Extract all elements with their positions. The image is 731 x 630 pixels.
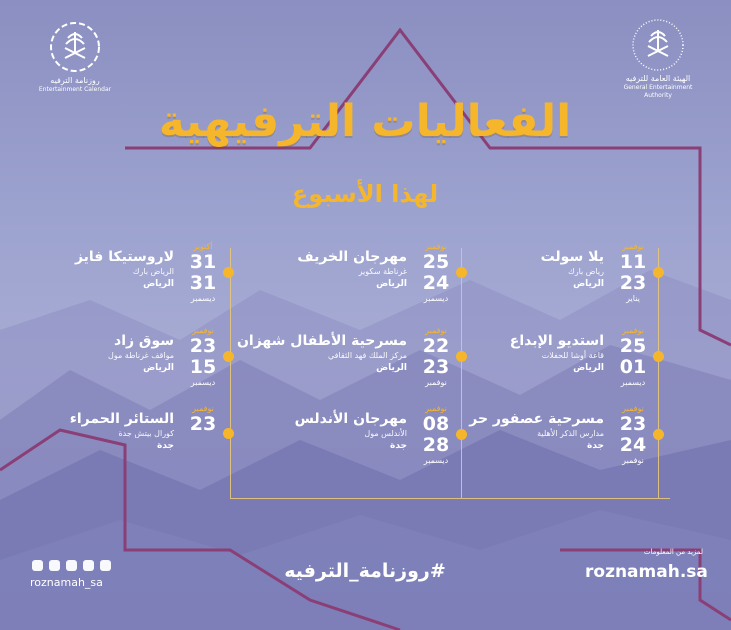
start-day: 23 (189, 335, 217, 357)
end-month: يناير (626, 294, 640, 303)
event-city: جدة (157, 441, 174, 451)
event-dates (415, 242, 457, 304)
end-month: نوفمبر (425, 378, 447, 387)
event-title: يلا سولت (540, 249, 604, 265)
end-day: 23 (422, 356, 450, 378)
social-icons (32, 560, 111, 571)
timeline-dot (456, 429, 467, 440)
start-day: 11 (619, 251, 647, 273)
website-link[interactable]: roznamah.sa (585, 562, 708, 582)
event-card[interactable] (444, 242, 664, 308)
event-card[interactable] (14, 404, 234, 470)
end-month: ديسمبر (190, 294, 216, 303)
event-info (444, 410, 604, 453)
facebook-icon[interactable] (66, 560, 77, 571)
start-month: نوفمبر (622, 404, 644, 413)
event-venue: مركز الملك فهد الثقافي (328, 351, 407, 360)
start-month: نوفمبر (622, 242, 644, 251)
start-month: نوفمبر (425, 404, 447, 413)
end-day: 31 (189, 272, 217, 294)
hashtag: #روزنامة_الترفيه (284, 560, 446, 582)
event-venue: رياض بارك (568, 267, 604, 276)
timeline-dot (456, 351, 467, 362)
event-city: الرياض (376, 363, 407, 373)
event-info (247, 248, 407, 291)
twitter-icon[interactable] (49, 560, 60, 571)
timeline-baseline (230, 498, 670, 499)
start-day: 22 (422, 335, 450, 357)
end-month (182, 435, 224, 445)
event-card[interactable] (247, 242, 467, 308)
start-day: 23 (619, 413, 647, 435)
start-day: 25 (619, 335, 647, 357)
end-month: ديسمبر (620, 378, 646, 387)
start-day: 08 (422, 413, 450, 435)
event-title: مسرحية الأطفال شهزان (236, 333, 407, 349)
event-venue: قاعة أوشا للحفلات (541, 351, 604, 360)
event-info (444, 332, 604, 375)
event-venue: غرناطة سكوير (358, 267, 407, 276)
page-subtitle: لهذا الأسبوع (291, 180, 439, 208)
event-dates (415, 326, 457, 388)
end-day: 24 (422, 272, 450, 294)
event-card[interactable] (236, 326, 467, 392)
event-info (247, 410, 407, 453)
event-dates (182, 242, 224, 304)
event-venue: مواقف غرناطة مول (108, 351, 174, 360)
start-month: نوفمبر (425, 326, 447, 335)
end-day: 24 (619, 434, 647, 456)
event-dates (612, 326, 654, 388)
event-card[interactable] (444, 326, 664, 392)
event-dates (182, 404, 224, 445)
event-venue: كورال بيتش جدة (118, 429, 174, 438)
timeline-dot (223, 267, 234, 278)
event-info (14, 410, 174, 453)
event-title: مهرجان الأندلس (294, 411, 407, 427)
event-info (14, 332, 174, 375)
logo-right-arabic-name: الهيئة العامة للترفيه (625, 74, 691, 83)
event-card[interactable] (14, 242, 234, 308)
event-info (236, 332, 407, 375)
youtube-icon[interactable] (83, 560, 94, 571)
event-city: جدة (587, 441, 604, 451)
timeline-dot (653, 429, 664, 440)
event-info (14, 248, 174, 291)
timeline-dot (223, 428, 234, 439)
start-month: أكتوبر (193, 242, 213, 251)
event-title: لاروستيكا فايز (74, 249, 174, 265)
event-title: الستائر الحمراء (69, 411, 174, 427)
page-title: الفعاليات الترفيهية (158, 96, 572, 147)
end-month: ديسمبر (423, 294, 449, 303)
event-title: مسرحية عصفور حر (469, 411, 604, 427)
timeline-dot (653, 351, 664, 362)
start-month: نوفمبر (192, 326, 214, 335)
event-dates (612, 242, 654, 304)
end-month: ديسمبر (423, 456, 449, 465)
start-day: 31 (189, 251, 217, 273)
start-day: 25 (422, 251, 450, 273)
timeline-dot (653, 267, 664, 278)
event-venue: الأندلس مول (364, 429, 407, 438)
event-city: الرياض (376, 279, 407, 289)
event-city: الرياض (143, 363, 174, 373)
event-venue: مدارس الذكر الأهلية (537, 429, 604, 438)
palm-swords-emblem-icon (48, 20, 102, 74)
instagram-icon[interactable] (100, 560, 111, 571)
event-dates (415, 404, 457, 466)
event-title: استديو الإبداع (509, 333, 604, 349)
event-info (444, 248, 604, 291)
end-day: 23 (619, 272, 647, 294)
start-day: 23 (189, 413, 217, 435)
logo-right-english-name: General Entertainment Authority (623, 84, 693, 99)
entertainment-calendar-logo (30, 20, 120, 94)
event-card[interactable] (247, 404, 467, 470)
event-city: جدة (390, 441, 407, 451)
event-dates (612, 404, 654, 466)
snapchat-icon[interactable] (32, 560, 43, 571)
more-info-label: لمزيد من المعلومات (643, 548, 703, 556)
event-city: الرياض (143, 279, 174, 289)
timeline-dot (456, 267, 467, 278)
end-month: نوفمبر (622, 456, 644, 465)
general-entertainment-authority-logo (612, 18, 704, 100)
end-day: 01 (619, 356, 647, 378)
start-month: نوفمبر (425, 242, 447, 251)
event-city: الرياض (573, 279, 604, 289)
timeline-dot (223, 351, 234, 362)
event-title: سوق زاد (114, 333, 174, 349)
start-month: نوفمبر (192, 404, 214, 413)
event-city: الرياض (573, 363, 604, 373)
end-day: 28 (422, 434, 450, 456)
event-card[interactable] (444, 404, 664, 470)
logo-left-arabic-name: روزنامة الترفيه (50, 76, 100, 85)
social-handle[interactable]: roznamah_sa (30, 576, 103, 589)
event-card[interactable] (14, 326, 234, 392)
palm-swords-emblem-icon (631, 18, 685, 72)
event-venue: الرياض بارك (132, 267, 174, 276)
end-day: 15 (189, 356, 217, 378)
event-dates (182, 326, 224, 388)
start-month: نوفمبر (622, 326, 644, 335)
event-title: مهرجان الخريف (297, 249, 407, 265)
end-month: ديسمبر (190, 378, 216, 387)
logo-left-english-name: Entertainment Calendar (38, 86, 112, 93)
